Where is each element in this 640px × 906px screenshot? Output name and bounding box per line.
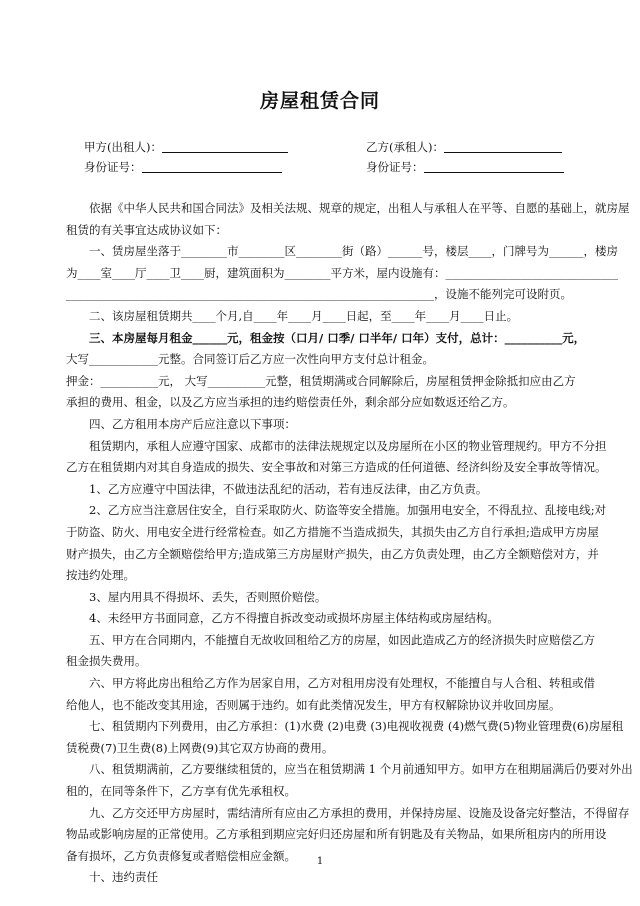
paragraph-line: 给他人，也不能改变其用途，否则属于违约。如有此类情况发生，甲方有权解除协议并收回房屋。 <box>66 697 561 712</box>
lessor-field <box>84 139 288 155</box>
lessee-id-label: 身份证号： <box>366 160 424 174</box>
paragraph-line: 七、租赁期内下列费用，由乙方承担：(1)水费 (2)电费 (3)电视收视费 (4)燃气费(5)物业管理费(6)房屋租 <box>89 719 624 734</box>
lessor-blank <box>162 140 288 153</box>
paragraph-line: 一、赁房屋坐落于________市________区________街（路）______号，楼层____，门牌号为______，楼房 <box>89 244 618 259</box>
lessor-label: 甲方(出租人)： <box>84 140 162 154</box>
paragraph-line: 八、租赁期满前，乙方要继续租赁的，应当在租赁期满 1 个月前通知甲方。如甲方在租期届满后仍要对外出 <box>89 762 633 777</box>
paragraph-line: 乙方在租赁期内对其自身造成的损失、安全事故和对第三方造成的任何道德、经济纠纷及安全事故等情况。 <box>66 460 607 475</box>
paragraph-line: 十、违约责任 <box>89 870 158 885</box>
paragraph-line: 3、屋内用具不得损坏、丢失，否则照价赔偿。 <box>89 589 327 604</box>
paragraph-line: 备有损坏，乙方负责修复或者赔偿相应金额。 <box>66 848 296 863</box>
paragraph-line: 九、乙方交还甲方房屋时，需结清所有应由乙方承担的费用，并保持房屋、设施及设备完好整洁，不得留存 <box>89 805 630 820</box>
paragraph-line: 承担的费用、租金，以及乙方应当承担的违约赔偿责任外，剩余部分应如数返还给乙方。 <box>66 395 515 410</box>
paragraph-line: 物品或影响房屋的正常使用。乙方承租到期应完好归还房屋和所有钥匙及有关物品，如果所租房内的所用设 <box>66 827 607 842</box>
paragraph-line: 三、本房屋每月租金______元，租金按（口月/ 口季/ 口半年/ 口年）支付，总计：__________元， <box>89 330 586 345</box>
paragraph-line: ________________________________________________________________，设施不能列完可设附页。 <box>66 287 572 302</box>
contract-body <box>66 198 633 889</box>
lessor-id-blank <box>142 160 282 173</box>
paragraph-line: 大写____________元整。合同签订后乙方应一次性向甲方支付总计租金。 <box>66 352 434 367</box>
paragraph-line: 于防盗、防火、用电安全进行经常检查。如乙方措施不当造成损失，其损失由乙方自行承担;造成甲方房屋 <box>66 524 599 539</box>
paragraph-line: 二、该房屋租赁期共____个月,自____年____月____日起，至____年____月____日止。 <box>89 308 519 323</box>
paragraph-line: 租的，在同等条件下，乙方享有优先承租权。 <box>66 784 296 799</box>
paragraph-line: 赁税费(7)卫生费(8)上网费(9)其它双方协商的费用。 <box>66 740 334 755</box>
lessee-field <box>366 139 562 155</box>
paragraph-line: 2、乙方应当注意居住安全，自行采取防火、防盗等安全措施。加强用电安全，不得乱拉、乱接电线;对 <box>89 503 607 518</box>
paragraph-line: 为____室____厅____卫____厨，建筑面积为________平方米，屋内设施有：______________________________ <box>66 265 618 280</box>
document-title: 房屋租赁合同 <box>259 90 380 112</box>
paragraph-line: 4、未经甲方书面同意，乙方不得擅自拆改变动或损坏房屋主体结构或房屋结构。 <box>89 611 499 626</box>
lessee-id-field <box>366 159 564 175</box>
paragraph-line: 五、甲方在合同期内，不能擅自无故收回租给乙方的房屋，如因此造成乙方的经济损失时应赔偿乙方 <box>89 632 595 647</box>
paragraph-line: 四、乙方租用本房产后应注意以下事项： <box>89 416 296 431</box>
paragraph-line: 按违约处理。 <box>66 568 135 583</box>
lessee-blank <box>444 140 562 153</box>
lessor-id-label: 身份证号： <box>84 160 142 174</box>
paragraph-line: 租赁的有关事宜达成协议如下： <box>66 222 227 237</box>
lessee-id-blank <box>424 160 564 173</box>
paragraph-line: 租金损失费用。 <box>66 654 147 669</box>
paragraph-line: 押金：__________元， 大写__________元整，租赁期满或合同解除后，房屋租赁押金除抵扣应由乙方 <box>66 373 576 388</box>
paragraph-line: 1、乙方应遵守中国法律，不做违法乱纪的活动，若有违反法律，由乙方负责。 <box>89 481 488 496</box>
paragraph-line: 租赁期内，承租人应遵守国家、成都市的法律法规规定以及房屋所在小区的物业管理规约。甲方不分担 <box>89 438 607 453</box>
paragraph-line: 六、甲方将此房出租给乙方作为居家自用，乙方对租用房没有处理权，不能擅自与人合租、转租或借 <box>89 676 595 691</box>
lessor-id-field <box>84 159 282 175</box>
paragraph-line: 依据《中华人民共和国合同法》及相关法规、规章的规定，出租人与承租人在平等、自愿的基础上，就房屋 <box>89 201 630 215</box>
lessee-label: 乙方(承租人)： <box>366 140 444 154</box>
paragraph-line: 财产损失，由乙方全额赔偿给甲方;造成第三方房屋财产损失，由乙方负责处理，由乙方全额赔偿对方，并 <box>66 546 599 561</box>
page-number: 1 <box>316 856 324 867</box>
